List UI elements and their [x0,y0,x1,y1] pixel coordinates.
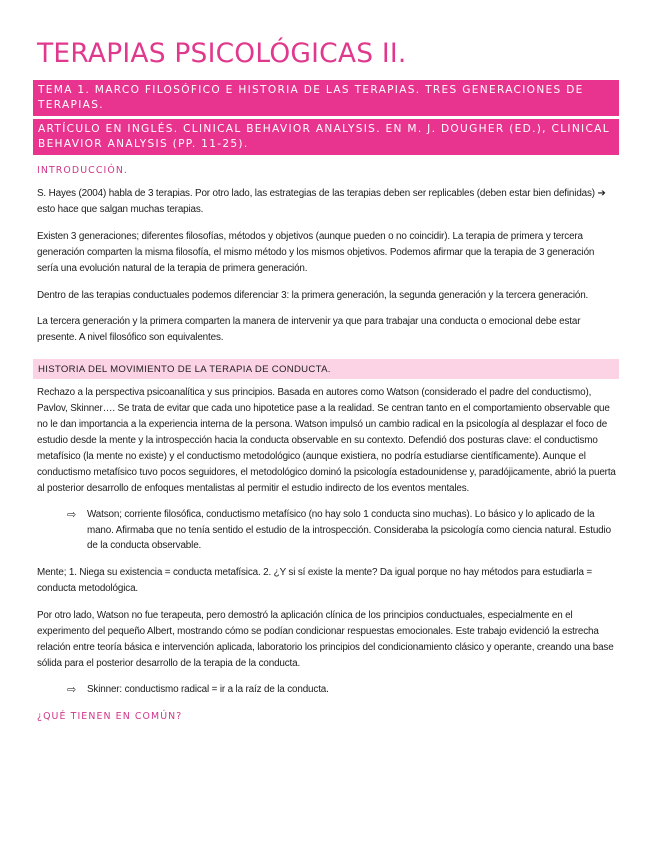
intro-paragraph-2: Existen 3 generaciones; diferentes filosofías, métodos y objetivos (aunque pueden o no coincidir). La terapia de primera y tercera generación comparten la misma filosofía, el mismo método y los mismos objetivos. Podemos afirmar que la terapia de 3 generación sería una evolución natural de la terapia de primera generación. [37,230,595,274]
hollow-arrow-icon: ⇨ [67,682,77,696]
topic-banners [33,80,619,155]
intro-paragraph-4: La tercera generación y la primera comparten la manera de intervenir ya que para trabajar una conducta o emocional debe estar presente. A nivel filosófico son equivalentes. [37,316,581,344]
bullet-text-watson: Watson; corriente filosófica, conductismo metafísico (no hay solo 1 conducta sino muchas). Lo básico y lo aplicado de la mano. Afirmaba que no tenía sentido el estudio de la introspección. Consideraba la psicología como ciencia natural. Estudio de la conducta observable. [87,508,611,552]
history-paragraph-2: Mente; 1. Niega su existencia = conducta metafísica. 2. ¿Y si sí existe la mente? Da igual porque no hay métodos para estudiarla = conducta metodológica. [37,567,593,595]
bullet-text-skinner: Skinner: conductismo radical = ir a la raíz de la conducta. [87,683,329,695]
article-banner: ARTÍCULO EN INGLÉS. CLINICAL BEHAVIOR ANALYSIS. EN M. J. DOUGHER (ED.), CLINICAL BEHAVIOR ANALYSIS (PP. 11-25). [33,119,619,155]
intro-paragraph-3: Dentro de las terapias conductuales podemos diferenciar 3: la primera generación, la segunda generación y la tercera generación. [37,289,589,301]
intro-p1-text-b: esto hace que salgan muchas terapias. [37,203,204,215]
history-paragraph-3: Por otro lado, Watson no fue terapeuta, pero demostró la aplicación clínica de los principios conductuales, especialmente en el experimento del pequeño Albert, mostrando cómo se podían condicionar respuestas emocionales. Este trabajo evidenció la estrecha relación entre teoría básica e intervención aplicada, laboratorio los principios del condicionamiento clásico y operante, creando una base sólida para el posterior desarrollo de la terapia de la conducta. [37,610,614,669]
history-heading: HISTORIA DEL MOVIMIENTO DE LA TERAPIA DE CONDUCTA. [33,359,619,379]
list-item [67,507,617,555]
topic-banner: TEMA 1. MARCO FILOSÓFICO E HISTORIA DE LAS TERAPIAS. TRES GENERACIONES DE TERAPIAS. [33,80,619,116]
document-title: TERAPIAS PSICOLÓGICAS II. [37,38,407,69]
hollow-arrow-icon: ⇨ [67,507,77,521]
intro-paragraph-1 [37,186,617,218]
list-item [67,682,617,698]
intro-p1-text-a: S. Hayes (2004) habla de 3 terapias. Por otro lado, las estrategias de las terapias deben ser replicables (deben estar bien definidas) [37,188,595,199]
intro-heading: INTRODUCCIÓN. [37,165,129,176]
history-paragraph-1: Rechazo a la perspectiva psicoanalítica y sus principios. Basada en autores como Watson (considerado el padre del conductismo), Pavlov, Skinner…. Se trata de evitar que cada uno hipotetice pase a la realidad. Se centran tanto en el comportamiento observable que no le dan importancia a la experiencia interna de la persona. Watson impulsó un cambio radical en la psicología al desplazar el foco de estudio desde la mente y la introspección hacia la conducta observable en su contexto. Defendió dos posturas clave: el conductismo metafísico (la mente no existe) y el conductismo metodológico (aunque existiera, no podría estudiarse científicamente). Aunque el conductismo metafísico tuvo pocos seguidores, el metodológico dominó la psicología estadounidense y, paradójicamente, abrió la puerta al posterior desarrollo de enfoques mentalistas al permitir el estudio indirecto de los eventos mentales. [37,387,616,494]
common-heading: ¿QUÉ TIENEN EN COMÚN? [37,710,183,722]
arrow-right-icon: ➔ [597,188,606,199]
